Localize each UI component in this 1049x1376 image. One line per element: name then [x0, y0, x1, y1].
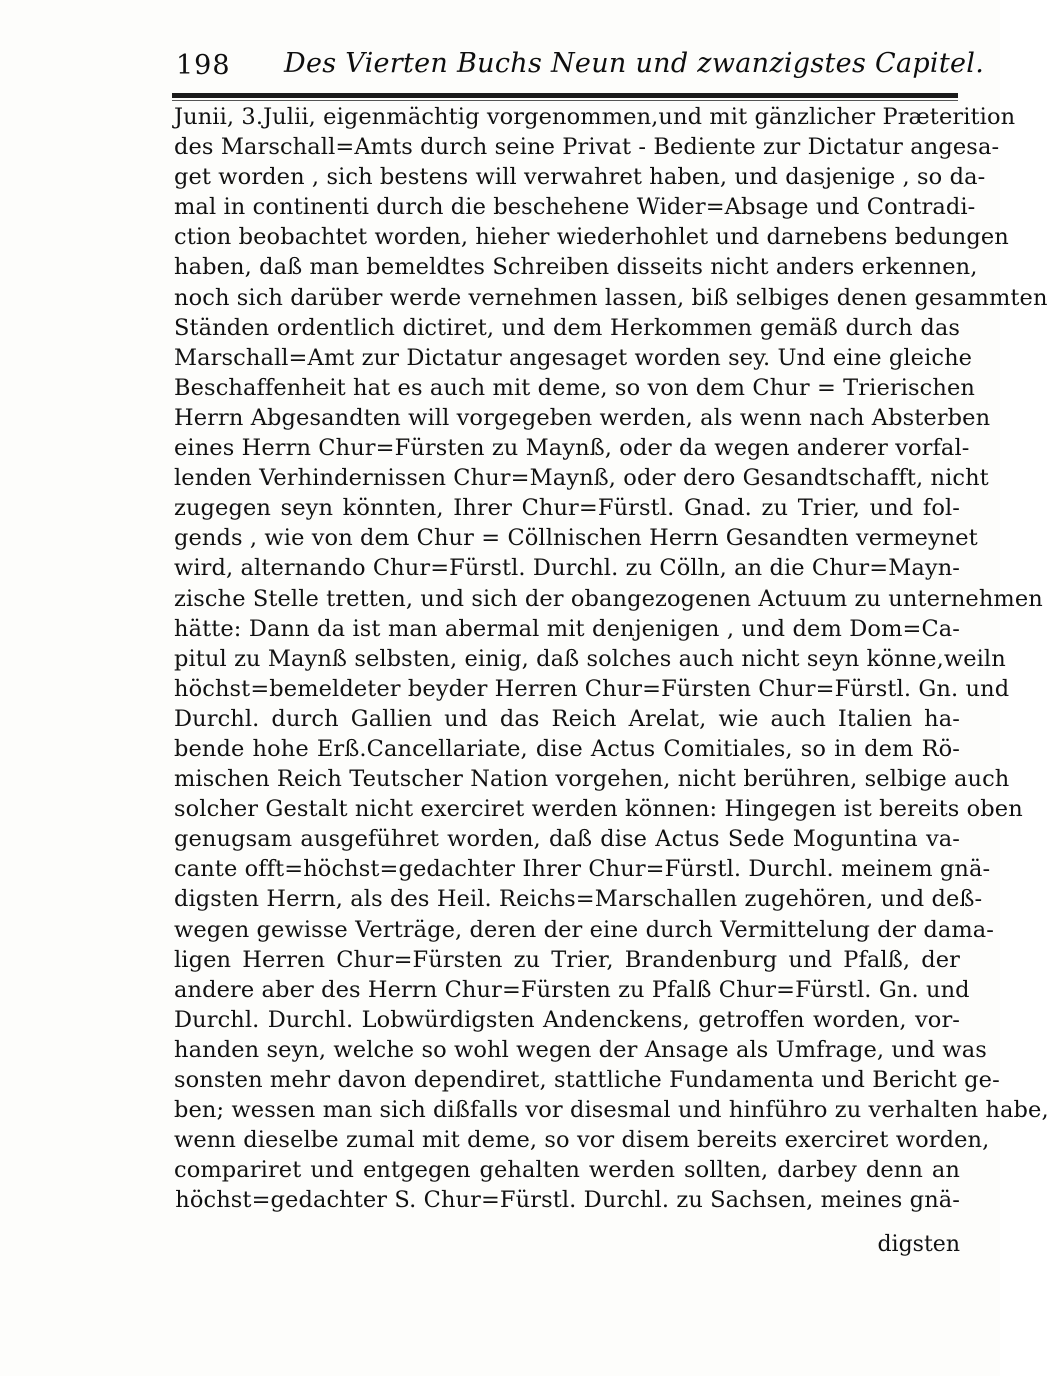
page-number: 198 [176, 50, 231, 81]
text-line: Marschall=Amt zur Dictatur angesaget worden sey. Und eine gleiche [174, 344, 973, 371]
text-line: lenden Verhindernissen Chur=Maynß, oder dero Gesandtschafft, nicht [174, 465, 989, 492]
text-line: Ständen ordentlich dictiret, und dem Herkommen gemäß durch das [174, 314, 960, 341]
text-line: mischen Reich Teutscher Nation vorgehen, nicht berühren, selbige auch [174, 766, 1010, 793]
text-line: gends , wie von dem Chur = Cöllnischen Herrn Gesandten vermeynet [174, 525, 978, 552]
text-line: sonsten mehr davon dependiret, stattliche Fundamenta und Bericht ge- [174, 1067, 1000, 1093]
text-line: noch sich darüber werde vernehmen lassen, biß selbiges denen gesammten [174, 284, 1048, 311]
text-line: wegen gewisse Verträge, deren der eine durch Vermittelung der dama- [174, 916, 994, 943]
running-head: Des Vierten Buchs Neun und zwanzigstes Capitel. [284, 48, 985, 79]
text-line: des Marschall=Amts durch seine Privat - Bediente zur Dictatur angesa- [174, 134, 1000, 161]
page-header [172, 44, 985, 88]
text-line: digsten Herrn, als des Heil. Reichs=Marschallen zugehören, und deß- [174, 886, 983, 913]
text-line: Durchl. Durchl. Lobwürdigsten Andenckens, getroffen worden, vor- [174, 1006, 960, 1033]
text-line: höchst=gedachter S. Chur=Fürstl. Durchl. zu Sachsen, meines gnä- [175, 1187, 960, 1214]
text-line: haben, daß man bemeldtes Schreiben disseits nicht anders erkennen, [174, 254, 978, 281]
text-line: Herrn Abgesandten will vorgegeben werden, als wenn nach Absterben [174, 404, 991, 431]
text-line: cante offt=höchst=gedachter Ihrer Chur=Fürstl. Durchl. meinem gnä- [174, 856, 991, 883]
text-line: get worden , sich bestens will verwahret haben, und dasjenige , so da- [174, 164, 986, 191]
text-line: Durchl. durch Gallien und das Reich Arelat, wie auch Italien ha- [174, 705, 960, 732]
text-line: hätte: Dann da ist man abermal mit denjenigen , und dem Dom=Ca- [174, 615, 960, 642]
text-line: compariret und entgegen gehalten werden sollten, darbey denn an [174, 1157, 960, 1184]
text-line: solcher Gestalt nicht exerciret werden können: Hingegen ist bereits oben [174, 796, 1023, 823]
text-line: andere aber des Herrn Chur=Fürsten zu Pfalß Chur=Fürstl. Gn. und [174, 976, 970, 1003]
text-line: bende hohe Erß.Cancellariate, dise Actus Comitiales, so in dem Rö- [174, 735, 960, 762]
header-rule [172, 93, 958, 98]
text-line: zische Stelle tretten, und sich der obangezogenen Actuum zu unternehmen [174, 585, 1043, 612]
text-line: mal in continenti durch die beschehene Wider=Absage und Contradi- [174, 194, 976, 221]
text-line: eines Herrn Chur=Fürsten zu Maynß, oder da wegen anderer vorfal- [174, 435, 970, 462]
text-line: Beschaffenheit hat es auch mit deme, so von dem Chur = Trierischen [174, 374, 975, 401]
text-line: pitul zu Maynß selbsten, einig, daß solches auch nicht seyn könne,weiln [174, 645, 1006, 672]
text-line: handen seyn, welche so wohl wegen der Ansage als Umfrage, und was [174, 1036, 987, 1063]
text-line: höchst=bemeldeter beyder Herren Chur=Fürsten Chur=Fürstl. Gn. und [174, 675, 1010, 702]
text-line: ben; wessen man sich dißfalls vor disesmal und hinführo zu verhalten habe, [174, 1097, 1049, 1124]
body-text [174, 102, 1049, 1215]
text-line: zugegen seyn könnten, Ihrer Chur=Fürstl. Gnad. zu Trier, und fol- [174, 495, 960, 522]
text-line: ction beobachtet worden, hieher wiederhohlet und darnebens bedungen [174, 224, 1009, 251]
text-line: wenn dieselbe zumal mit deme, so vor disem bereits exerciret worden, [174, 1127, 990, 1154]
text-line: ligen Herren Chur=Fürsten zu Trier, Brandenburg und Pfalß, der [174, 946, 960, 973]
text-line: wird, alternando Chur=Fürstl. Durchl. zu Cölln, an die Chur=Mayn- [174, 555, 960, 582]
text-line: Junii, 3.Julii, eigenmächtig vorgenommen,und mit gänzlicher Præterition [174, 104, 1016, 130]
catchword: digsten [877, 1232, 960, 1257]
text-line: genugsam ausgeführet worden, daß dise Actus Sede Moguntina va- [174, 826, 960, 853]
